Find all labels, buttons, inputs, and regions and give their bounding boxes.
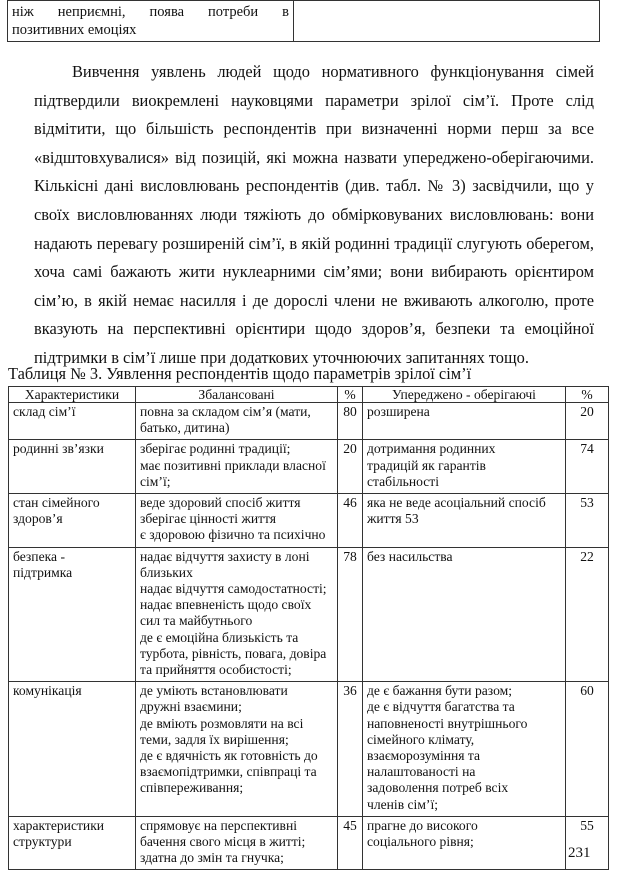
paragraph-line: Вивчення уявлень людей щодо нормативного функціонування сімей xyxy=(72,62,594,81)
cell-line: зберігає цінності життя xyxy=(140,511,277,527)
cell-line: підтримка xyxy=(13,564,73,580)
table-header-row xyxy=(9,387,609,403)
cell-characteristic xyxy=(9,682,136,817)
cell-balanced xyxy=(136,403,338,440)
cell-line: розширена xyxy=(367,404,430,419)
previous-table-fragment xyxy=(7,0,600,42)
cell-line: взаєморозуміння та xyxy=(367,748,481,764)
table-caption: Таблиця № 3. Уявлення респондентів щодо параметрів зрілої сім’ї xyxy=(8,364,472,383)
cell-line: де є емоційна близькість та xyxy=(140,629,299,645)
cell-line: структури xyxy=(13,834,72,850)
cell-line: батько, дитина) xyxy=(140,420,230,436)
cell-line: турбота, рівність, повага, довіра xyxy=(140,645,327,661)
paragraph-line: підтримки в сім’ї лише при додаткових уточнюючих запитаннях тощо. xyxy=(34,347,529,367)
cell-line: без насильства xyxy=(367,548,453,564)
cell-characteristic xyxy=(9,547,136,682)
cell-line: характеристики xyxy=(13,817,105,833)
cell-balanced-percent: 80 xyxy=(338,403,363,440)
cell-line: родинні зв’язки xyxy=(13,441,104,457)
paragraph-line: своїх висловлюваннях люди тяжіють до обмірковуваних висловлювань: вони xyxy=(34,204,594,224)
table-row xyxy=(8,1,600,42)
cell-line: де уміють встановлювати xyxy=(140,683,288,699)
cell-line: здатна до змін та гнучка; xyxy=(140,850,284,866)
cell-line: зберігає родинні традиції; xyxy=(140,441,291,457)
cell-line: яка не веде асоціальний спосіб xyxy=(367,495,546,511)
cell-balanced-percent: 78 xyxy=(338,547,363,682)
cell-line: співпереживання; xyxy=(140,780,244,796)
header-balanced-percent: % xyxy=(338,387,363,403)
cell-line: надає відчуття захисту в лоні xyxy=(140,548,310,564)
cell-line: веде здоровий спосіб життя xyxy=(140,495,301,511)
paragraph-line: вказують на перспективні орієнтири щодо здоров’я, безпеки та емоційної xyxy=(34,319,594,339)
cell-protective-percent: 22 xyxy=(566,547,609,682)
cell-line: де є відчуття багатства та xyxy=(367,699,515,715)
paragraph-line: «відштовхувалися» від позицій, які можна назвати упереджено-оберігаючими. xyxy=(34,147,594,167)
cell-line: де вміють розмовляти на всі xyxy=(140,715,304,731)
cell-protective xyxy=(363,494,566,548)
cell-protective-percent: 53 xyxy=(566,494,609,548)
cell-balanced-percent: 20 xyxy=(338,440,363,494)
cell-line: членів сім’ї; xyxy=(367,796,439,812)
cell-line: сімейного клімату, xyxy=(367,731,475,747)
cell-line: стан сімейного xyxy=(13,495,100,511)
paragraph-line: надають перевагу розширеній сім’ї, в якій родинні традиції слугують оберегом, xyxy=(34,233,594,253)
cell-line: близьких xyxy=(140,564,193,580)
cell-line: життя 53 xyxy=(367,511,419,527)
cell-protective xyxy=(363,682,566,817)
cell-line: де є бажання бути разом; xyxy=(367,683,513,699)
cell-line: сил та майбутнього xyxy=(140,613,253,629)
cell-line: бачення свого місця в житті; xyxy=(140,834,306,850)
previous-table-empty-cell xyxy=(294,1,600,42)
cell-line: та прийняття особистості; xyxy=(140,662,292,678)
page-number: 231 xyxy=(568,845,591,861)
table-row xyxy=(9,816,609,870)
cell-balanced-percent: 36 xyxy=(338,682,363,817)
cell-protective xyxy=(363,440,566,494)
cell-line: безпека - xyxy=(13,548,65,564)
cell-line: налаштованості на xyxy=(367,764,476,780)
header-balanced: Збалансовані xyxy=(136,387,338,403)
cell-balanced xyxy=(136,682,338,817)
paragraph-line: сім’ю, в якій немає насилля і де дорослі члени не вживають алкоголю, проте xyxy=(34,290,594,310)
cell-protective-percent: 55 xyxy=(566,816,609,870)
cell-balanced-percent: 45 xyxy=(338,816,363,870)
cell-protective-percent: 74 xyxy=(566,440,609,494)
cell-line: де є вдячність як готовність до xyxy=(140,748,318,764)
cell-line: теми, задля їх вирішення; xyxy=(140,731,289,747)
cell-line: соціального рівня; xyxy=(367,834,474,850)
paragraph-line: Кількісні дані висловлювань респондентів (див. табл. № 3) засвідчили, що у xyxy=(34,176,594,196)
cell-line: спрямовує на перспективні xyxy=(140,817,298,833)
paragraph-line: відмітити, що більшість респондентів при визначенні норми перш за все xyxy=(34,119,594,139)
cell-protective xyxy=(363,816,566,870)
cell-characteristic xyxy=(9,440,136,494)
cell-line: надає відчуття самодостатності; xyxy=(140,581,327,597)
cell-protective-percent: 20 xyxy=(566,403,609,440)
cell-line: стабільності xyxy=(367,473,440,489)
body-paragraph xyxy=(34,58,594,373)
cell-balanced xyxy=(136,440,338,494)
header-protective: Упереджено - оберігаючі xyxy=(363,387,566,403)
cell-balanced xyxy=(136,816,338,870)
table-row xyxy=(9,403,609,440)
cell-balanced xyxy=(136,547,338,682)
cell-protective xyxy=(363,403,566,440)
cell-line: позитивних емоціях xyxy=(12,22,137,38)
cell-line: наповненості внутрішнього xyxy=(367,715,528,731)
cell-protective-percent: 60 xyxy=(566,682,609,817)
cell-line: має позитивні приклади власної xyxy=(140,457,326,473)
cell-line: здоров’я xyxy=(13,511,63,527)
table-body xyxy=(9,403,609,870)
family-parameters-table xyxy=(8,386,609,870)
cell-balanced xyxy=(136,494,338,548)
paragraph-line: хоча самі бажають жити нуклеарними сім’ями; вони вибирають орієнтиром xyxy=(34,262,594,282)
cell-line: є здоровою фізично та психічно xyxy=(140,527,326,543)
previous-table-cell xyxy=(8,1,294,42)
header-protective-percent: % xyxy=(566,387,609,403)
cell-line: сім’ї; xyxy=(140,473,171,489)
cell-characteristic xyxy=(9,816,136,870)
table-row xyxy=(9,547,609,682)
cell-line: склад сім’ї xyxy=(13,404,76,419)
cell-line: дотримання родинних xyxy=(367,441,496,457)
cell-line: традицій як гарантів xyxy=(367,457,486,473)
table-row xyxy=(9,682,609,817)
cell-line: надає впевненість щодо своїх xyxy=(140,597,312,613)
cell-balanced-percent: 46 xyxy=(338,494,363,548)
cell-line: прагне до високого xyxy=(367,817,478,833)
cell-line: задоволення потреб всіх xyxy=(367,780,509,796)
table-row xyxy=(9,494,609,548)
cell-line: взаємопідтримки, співпраці та xyxy=(140,764,317,780)
cell-protective xyxy=(363,547,566,682)
paragraph-line: підтвердили виокремлені науковцями параметри зрілої сім’ї. Проте слід xyxy=(34,90,594,110)
cell-line: дружні взаємини; xyxy=(140,699,242,715)
table-row xyxy=(9,440,609,494)
header-characteristics: Характеристики xyxy=(9,387,136,403)
cell-line: ніж неприємні, поява потреби в xyxy=(12,4,289,20)
cell-characteristic xyxy=(9,403,136,440)
cell-line: повна за складом сім’я (мати, xyxy=(140,404,311,419)
cell-line: комунікація xyxy=(13,683,82,699)
cell-characteristic xyxy=(9,494,136,548)
